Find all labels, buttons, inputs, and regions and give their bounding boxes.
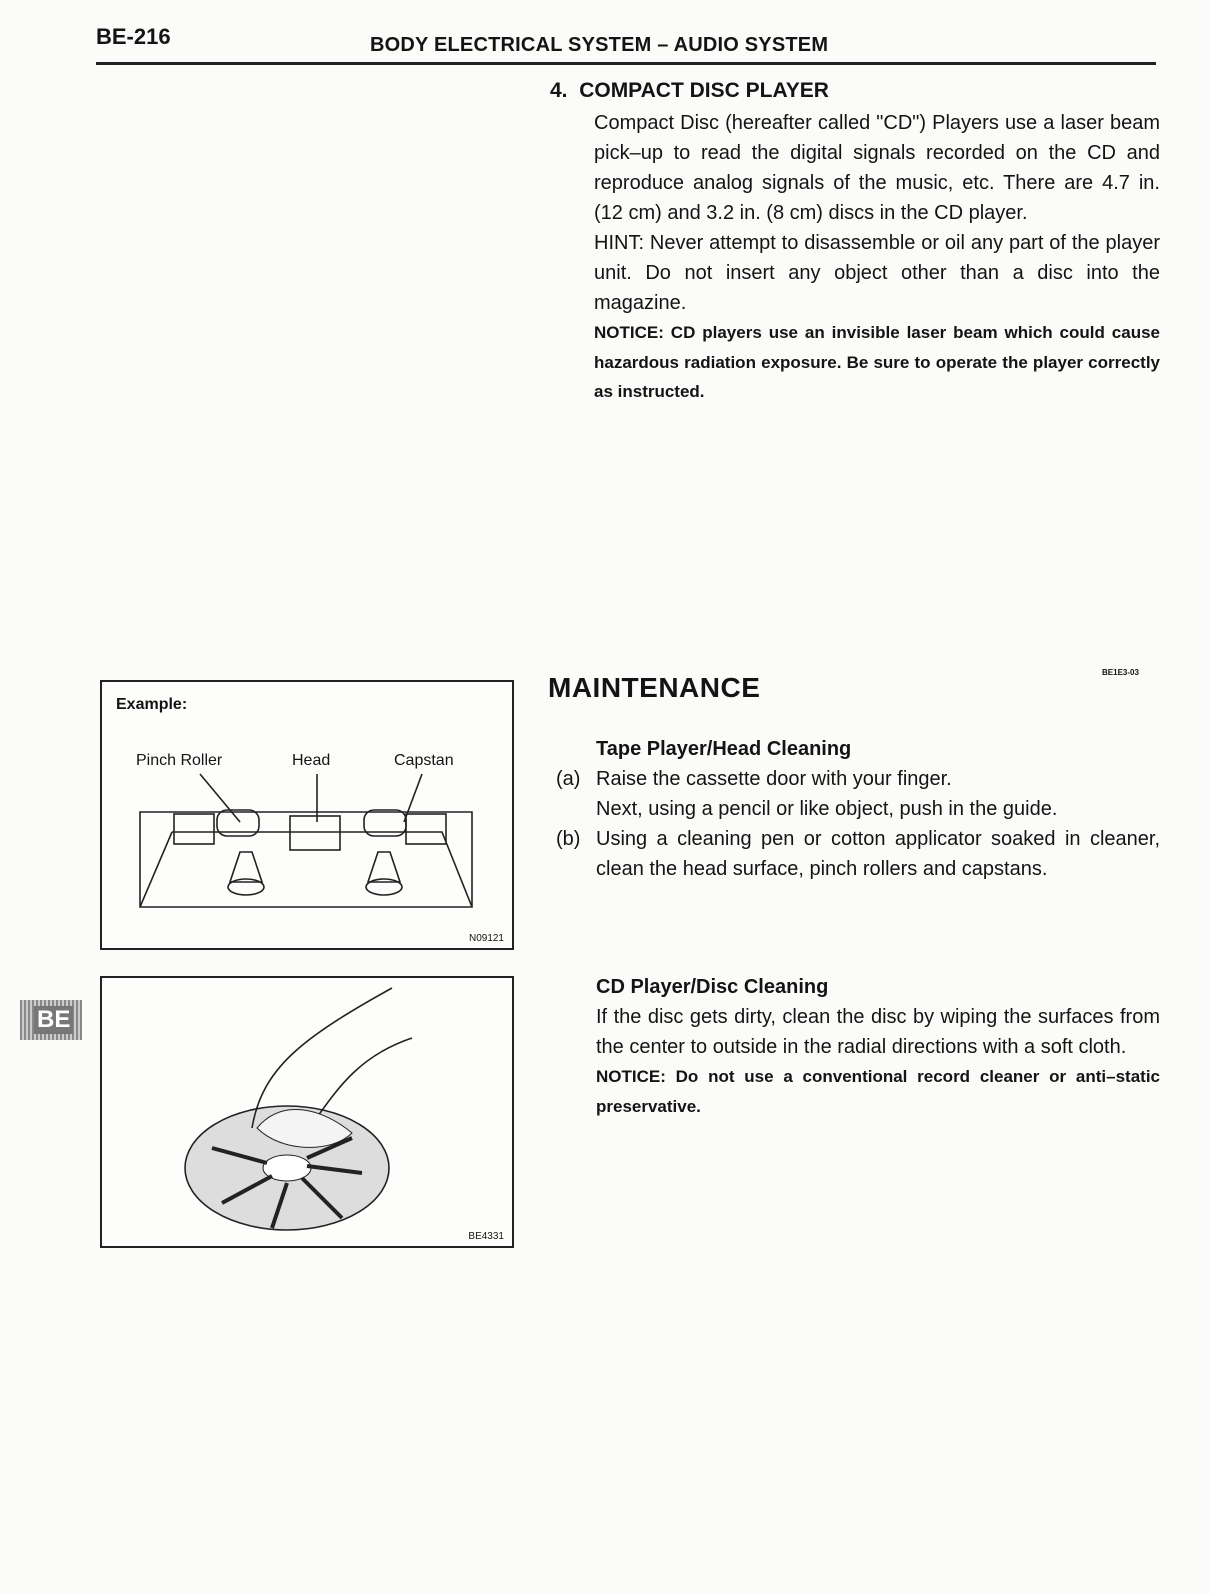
label-head: Head: [292, 752, 331, 769]
tape-cleaning-section: [556, 734, 1160, 884]
cd-cleaning-title: CD Player/Disc Cleaning: [596, 976, 829, 998]
label-pinch-roller: Pinch Roller: [136, 752, 223, 769]
page-number: BE-216: [96, 24, 171, 49]
page-header-title: BODY ELECTRICAL SYSTEM – AUDIO SYSTEM: [370, 34, 829, 56]
hint-paragraph: HINT: Never attempt to disassemble or oil any part of the player unit. Do not insert any object other than a disc into the magazine.: [594, 232, 1160, 314]
section-side-tab: BE: [20, 1000, 82, 1040]
section-number: 4.: [550, 79, 568, 102]
notice-paragraph: NOTICE: CD players use an invisible laser beam which could cause hazardous radiation exposure. Be sure to operate the player correctly as instructed.: [594, 323, 1160, 401]
maintenance-heading: MAINTENANCE: [548, 672, 761, 703]
step-item: Next, using a pencil or like object, push in the guide.: [596, 798, 1058, 820]
section-compact-disc-player: [550, 76, 1160, 407]
disc-wiping-drawing: [102, 978, 512, 1246]
figure-code: BE4331: [468, 1231, 504, 1242]
cd-intro-paragraph: Compact Disc (hereafter called "CD") Players use a laser beam pick–up to read the digital signals recorded on the CD and reproduce analog signals of the music, etc. There are 4.7 in. (12 cm) and 3.2 in. (8 cm) discs in the CD player.: [594, 112, 1160, 224]
tape-mechanism-drawing: [102, 682, 512, 948]
tape-head-figure: [100, 680, 514, 950]
section-heading: [550, 76, 1160, 106]
header-rule: [96, 62, 1156, 65]
cd-cleaning-section: [556, 972, 1160, 1121]
figure-caption: Example:: [116, 696, 188, 713]
step-item: (b) Using a cleaning pen or cotton applicator soaked in cleaner, clean the head surface, pinch rollers and capstans.: [556, 828, 1160, 880]
cd-notice-paragraph: NOTICE: Do not use a conventional record cleaner or anti–static preservative.: [596, 1067, 1160, 1116]
section-code: BE1E3-03: [1102, 668, 1139, 677]
disc-cleaning-figure: [100, 976, 514, 1248]
cd-cleaning-paragraph: If the disc gets dirty, clean the disc by wiping the surfaces from the center to outside in the radial directions with a soft cloth.: [596, 1006, 1160, 1058]
tape-cleaning-title: Tape Player/Head Cleaning: [596, 738, 852, 760]
figure-code: N09121: [468, 933, 504, 944]
step-item: (a) Raise the cassette door with your finger.: [556, 768, 952, 790]
label-capstan: Capstan: [394, 752, 454, 769]
section-title: COMPACT DISC PLAYER: [579, 79, 829, 102]
